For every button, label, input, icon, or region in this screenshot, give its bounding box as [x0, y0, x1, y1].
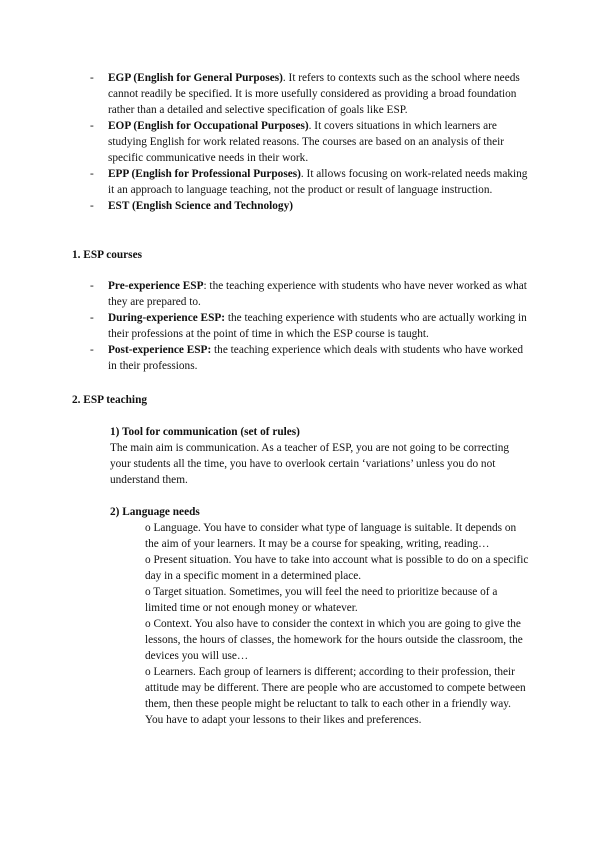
list-item: - Pre-experience ESP: the teaching experience with students who have never worked as what they are prepared to.: [90, 280, 527, 308]
list-item: - EGP (English for General Purposes). It refers to contexts such as the school where needs cannot readily be specified. It is more usefully considered as providing a broad foundation rather than a detailed and selective specification of goals like ESP.: [90, 72, 520, 116]
list-item: - EPP (English for Professional Purposes). It allows focusing on work-related needs making it an approach to language teaching, not the product or result of language instruction.: [90, 168, 528, 196]
list-item: o Target situation. Sometimes, you will feel the need to prioritize because of a limited time or not enough money or whatever.: [145, 586, 498, 614]
purposes-list: [90, 70, 530, 214]
language-needs-list: [145, 520, 530, 728]
list-item: - EST (English Science and Technology): [90, 200, 293, 212]
list-item: - EOP (English for Occupational Purposes). It covers situations in which learners are studying English for work related reasons. The courses are based on an analysis of their specific communicative needs in their work.: [90, 120, 505, 164]
list-item: o Context. You also have to consider the context in which you are going to give the lessons, the hours of classes, the homework for the hours outside the classroom, the devices you will use…: [145, 618, 523, 662]
paragraph-communication: The main aim is communication. As a teacher of ESP, you are not going to be correcting your students all the time, you have to overlook certain ‘variations’ unless you do not understand them.: [110, 442, 510, 486]
subheading-tool-for-communication: 1) Tool for communication (set of rules): [110, 426, 300, 438]
list-item: - During-experience ESP: the teaching experience with students who are actually working in their professions at the point of time in which the ESP course is taught.: [90, 312, 527, 340]
subheading-language-needs: 2) Language needs: [110, 506, 200, 518]
esp-courses-list: [90, 278, 530, 374]
section-heading-esp-courses: 1. ESP courses: [72, 249, 142, 261]
list-item: o Learners. Each group of learners is different; according to their profession, their attitude may be different. There are people who are accustomed to compete between them, then these people might be reluctant to talk to each other in a friendly way. You have to adapt your lessons to their likes and preferences.: [145, 666, 526, 726]
list-item: o Present situation. You have to take into account what is possible to do on a specific day in a specific moment in a determined place.: [145, 554, 529, 582]
list-item: o Language. You have to consider what type of language is suitable. It depends on the aim of your learners. It may be a course for speaking, writing, reading…: [145, 522, 517, 550]
list-item: - Post-experience ESP: the teaching experience which deals with students who have worked in their professions.: [90, 344, 524, 372]
section-heading-esp-teaching: 2. ESP teaching: [72, 394, 148, 406]
